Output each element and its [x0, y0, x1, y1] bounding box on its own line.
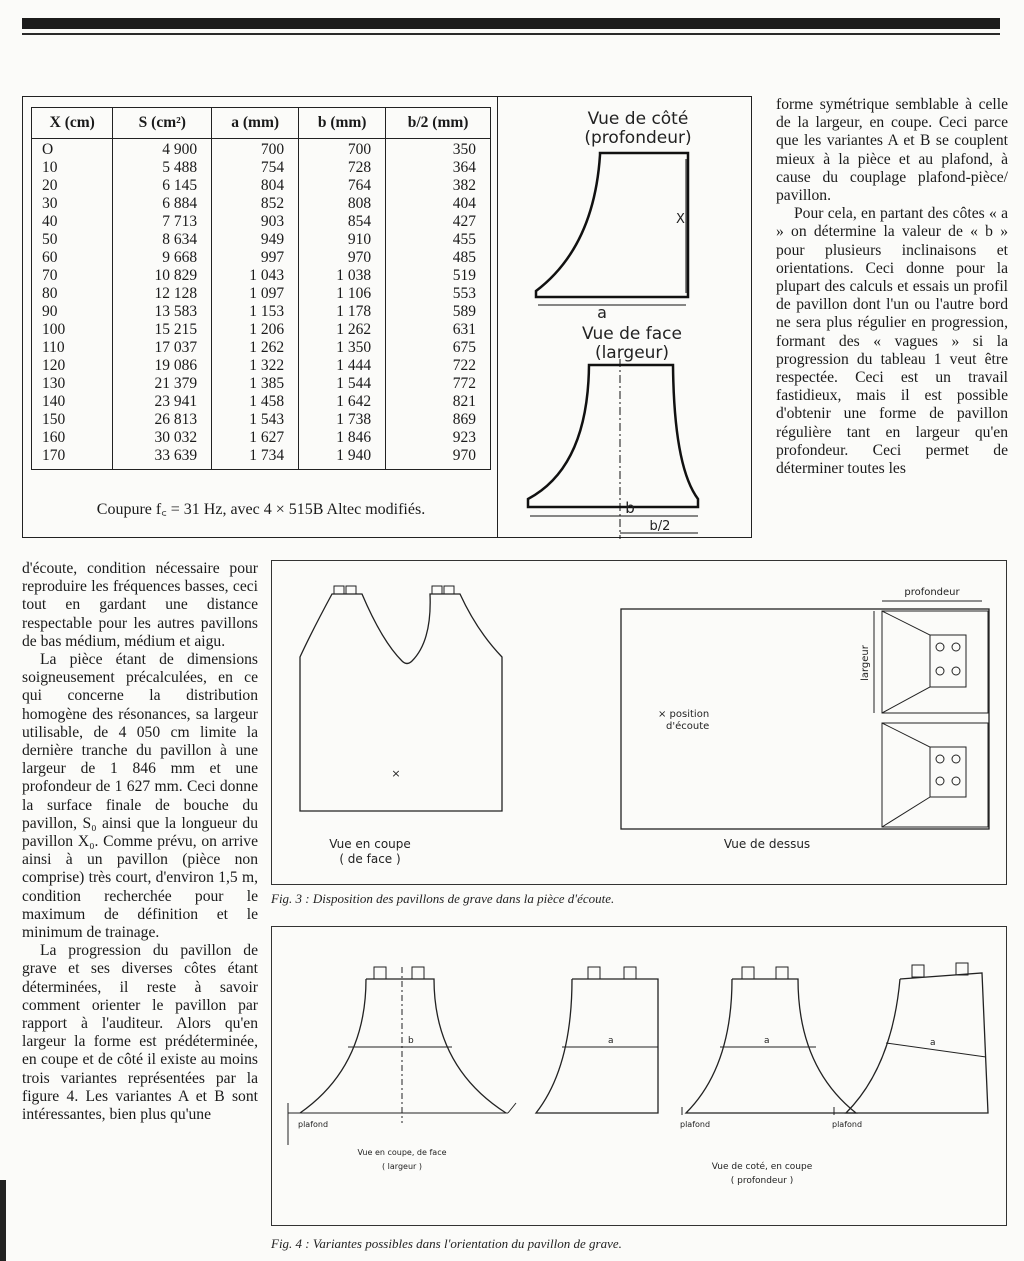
figure-4-drawing	[272, 927, 1008, 1227]
table-cell: 485	[386, 249, 491, 267]
table-row	[32, 213, 491, 231]
table-row	[32, 249, 491, 267]
table-cell: 120	[32, 357, 113, 375]
b-label: b	[408, 1036, 414, 1046]
driver-icon	[936, 755, 944, 763]
table-cell: 772	[386, 375, 491, 393]
table-row	[32, 429, 491, 447]
table-cell: 13 583	[113, 303, 212, 321]
table-cell: 170	[32, 447, 113, 470]
table-cell: 50	[32, 231, 113, 249]
driver-icon	[952, 667, 960, 675]
table-cell: 10	[32, 159, 113, 177]
table-column-header: X (cm)	[32, 108, 113, 139]
section-view-sublabel: ( de face )	[339, 852, 401, 866]
table-header-row	[32, 108, 491, 139]
b-dimension-label: b	[625, 499, 635, 517]
table-row	[32, 267, 491, 285]
table-cell: 60	[32, 249, 113, 267]
table-cell: 1 846	[299, 429, 386, 447]
table-cell: 519	[386, 267, 491, 285]
table-cell: 903	[212, 213, 299, 231]
front-view-title: Vue de face	[582, 324, 682, 344]
driver-icon	[952, 777, 960, 785]
page-edge-shadow	[0, 1180, 6, 1261]
table-caption: Coupure f꜀ = 31 Hz, avec 4 × 515B Altec modifiés.	[96, 501, 426, 518]
table-cell: 30	[32, 195, 113, 213]
table-cell: 808	[299, 195, 386, 213]
table-cell: 427	[386, 213, 491, 231]
table-cell: 80	[32, 285, 113, 303]
table-row	[32, 447, 491, 470]
side-view-horn-outline	[536, 153, 688, 297]
table-cell: 4 900	[113, 139, 212, 160]
driver-icon	[956, 963, 968, 975]
table-cell: 5 488	[113, 159, 212, 177]
table-cell: 1 178	[299, 303, 386, 321]
table-cell: 33 639	[113, 447, 212, 470]
width-label: largeur	[860, 645, 871, 681]
table-row	[32, 357, 491, 375]
table-cell: 1 206	[212, 321, 299, 339]
table-cell: 15 215	[113, 321, 212, 339]
section-view-label: Vue en coupe	[329, 837, 411, 851]
table-cell: 754	[212, 159, 299, 177]
table-cell: 8 634	[113, 231, 212, 249]
table-cell: 17 037	[113, 339, 212, 357]
listening-position-mark: ×	[391, 767, 401, 780]
variant-c-horn	[846, 973, 988, 1113]
variant-a-horn	[536, 979, 658, 1113]
table-cell: 350	[386, 139, 491, 160]
b-half-dimension-label: b/2	[649, 519, 671, 534]
a-dimension-label: a	[597, 303, 607, 322]
table-cell: 854	[299, 213, 386, 231]
driver-icon	[346, 586, 356, 594]
driver-icon	[588, 967, 600, 979]
paragraph: forme symétrique semblable à celle de la largeur, en coupe. Ceci parce que les variantes A et B se couplent mieux à la pièce et au plafond, à cause du couplage plafond-pièce/ pavillon.	[776, 96, 1008, 205]
horn-top-flare	[882, 611, 930, 713]
table-cell: 1 262	[299, 321, 386, 339]
table-cell: 589	[386, 303, 491, 321]
table-row	[32, 375, 491, 393]
driver-icon	[912, 965, 924, 977]
driver-icon	[936, 643, 944, 651]
driver-icon	[432, 586, 442, 594]
table-cell: O	[32, 139, 113, 160]
depth-label: profondeur	[904, 587, 960, 598]
stroke-mark	[508, 1103, 516, 1113]
table-cell: 160	[32, 429, 113, 447]
table-cell: 20	[32, 177, 113, 195]
header-rule-thick	[22, 18, 1000, 29]
paragraph: d'écoute, condition nécessaire pour reproduire les fréquences basses, ceci tout en gardant une distance respectable pour les autres pavillons de bas médium, médium et aigu.	[22, 560, 258, 650]
variant-b-horn	[686, 979, 856, 1113]
horn-profile-drawing	[498, 97, 752, 539]
driver-icon	[742, 967, 754, 979]
ceiling-label: plafond	[298, 1120, 329, 1129]
front-section-label: Vue en coupe, de face	[357, 1148, 447, 1157]
driver-icon	[624, 967, 636, 979]
table-box	[22, 96, 498, 538]
table-row	[32, 177, 491, 195]
table-cell: 10 829	[113, 267, 212, 285]
table-column-header: b (mm)	[299, 108, 386, 139]
table-cell: 70	[32, 267, 113, 285]
table-row	[32, 159, 491, 177]
front-view-subtitle: (largeur)	[594, 343, 670, 363]
table-cell: 140	[32, 393, 113, 411]
table-cell: 764	[299, 177, 386, 195]
driver-icon	[952, 755, 960, 763]
table-cell: 1 322	[212, 357, 299, 375]
horn-profile-figure	[498, 96, 752, 538]
table-row	[32, 411, 491, 429]
table-cell: 923	[386, 429, 491, 447]
driver-icon	[412, 967, 424, 979]
table-column-header: b/2 (mm)	[386, 108, 491, 139]
table-cell: 90	[32, 303, 113, 321]
driver-icon	[444, 586, 454, 594]
table-cell: 21 379	[113, 375, 212, 393]
header-rule-thin	[22, 33, 1000, 35]
table-cell: 1 043	[212, 267, 299, 285]
table-cell: 23 941	[113, 393, 212, 411]
table-cell: 382	[386, 177, 491, 195]
table-row	[32, 393, 491, 411]
side-view-subtitle: (profondeur)	[584, 128, 692, 148]
figure-4	[271, 926, 1007, 1226]
front-view-horn-outline	[528, 365, 698, 507]
side-view-title: Vue de côté	[587, 109, 689, 129]
table-row	[32, 231, 491, 249]
table-cell: 1 544	[299, 375, 386, 393]
horn-top-outline	[882, 723, 988, 827]
table-cell: 9 668	[113, 249, 212, 267]
table-cell: 1 458	[212, 393, 299, 411]
front-horn-outline	[300, 979, 506, 1113]
table-cell: 1 385	[212, 375, 299, 393]
table-cell: 910	[299, 231, 386, 249]
paragraph: Pour cela, en partant des côtes « a » on détermine la valeur de « b » pour plusieurs inclinaisons et orientations. Ceci donne pour la plupart des calculs et essais un profil de pavillon dont l'un ou l'autre bord ne sera plus régulier en progression, formant des « vagues » si la progression du tableau 1 veut être respectée. Ceci est un travail fastidieux, mais il est possible d'obtenir une forme de pavillon régulière tant en largeur qu'en profondeur. Ceci permet de déterminer toutes les	[776, 205, 1008, 478]
table-cell: 30 032	[113, 429, 212, 447]
table-column-header: a (mm)	[212, 108, 299, 139]
side-section-label: Vue de coté, en coupe	[711, 1162, 813, 1172]
table-row	[32, 139, 491, 160]
table-cell: 970	[386, 447, 491, 470]
a-label: a	[608, 1036, 614, 1046]
table-cell: 722	[386, 357, 491, 375]
listening-position-label: × position	[658, 709, 710, 720]
table-row	[32, 303, 491, 321]
table-cell: 1 940	[299, 447, 386, 470]
paragraph: La pièce étant de dimensions soigneusement précalculées, en ce qui concerne la distribution homogène des résonances, sa largeur utilisable, de 4 050 cm limite la dernière tranche du pavillon à une largeur de 1 846 mm et une profondeur de 1 627 mm. Ceci donne la surface finale de bouche du pavillon, S₀ ainsi que la longueur du pavillon X₀. Comme prévu, on arrive ainsi à un pavillon (pièce non comprise) très court, d'environ 1,5 m, condition recherchée pour le maximum de définition et le minimum de trainage.	[22, 651, 258, 942]
horn-dimensions-table	[31, 107, 491, 470]
table-cell: 700	[212, 139, 299, 160]
table-cell: 404	[386, 195, 491, 213]
table-cell: 1 038	[299, 267, 386, 285]
a-label: a	[764, 1036, 770, 1046]
table-cell: 1 642	[299, 393, 386, 411]
horn-top-flare	[882, 723, 930, 827]
figure-4-caption: Fig. 4 : Variantes possibles dans l'orientation du pavillon de grave.	[271, 1236, 622, 1251]
figure-3-drawing	[272, 561, 1008, 886]
table-cell: 675	[386, 339, 491, 357]
table-cell: 1 543	[212, 411, 299, 429]
table-cell: 6 145	[113, 177, 212, 195]
table-cell: 110	[32, 339, 113, 357]
table-cell: 1 738	[299, 411, 386, 429]
table-cell: 869	[386, 411, 491, 429]
driver-panel	[930, 747, 966, 797]
table-cell: 1 106	[299, 285, 386, 303]
table-cell: 997	[212, 249, 299, 267]
table-cell: 821	[386, 393, 491, 411]
table-cell: 728	[299, 159, 386, 177]
table-row	[32, 321, 491, 339]
table-cell: 631	[386, 321, 491, 339]
table-cell: 700	[299, 139, 386, 160]
table-cell: 364	[386, 159, 491, 177]
driver-icon	[776, 967, 788, 979]
ceiling-label: plafond	[680, 1120, 711, 1129]
table-cell: 1 734	[212, 447, 299, 470]
table-cell: 130	[32, 375, 113, 393]
listening-position-sublabel: d'écoute	[666, 721, 710, 732]
driver-icon	[936, 777, 944, 785]
table-cell: 1 444	[299, 357, 386, 375]
figure-3-caption: Fig. 3 : Disposition des pavillons de grave dans la pièce d'écoute.	[271, 891, 615, 906]
table-cell: 40	[32, 213, 113, 231]
paragraph: La progression du pavillon de grave et ses diverses côtes étant déterminées, il reste à savoir comment orienter le pavillon par rapport à l'auditeur. Alors qu'en largeur la forme est prédéterminée, en coupe et de côté il existe au moins trois variantes représentées par la figure 4. Les variantes A et B sont intéressantes, bien plus qu'une	[22, 942, 258, 1124]
table-cell: 553	[386, 285, 491, 303]
a-label: a	[930, 1038, 936, 1048]
side-section-sublabel: ( profondeur )	[730, 1176, 794, 1186]
table-cell: 455	[386, 231, 491, 249]
table-cell: 949	[212, 231, 299, 249]
driver-icon	[374, 967, 386, 979]
horn-top-outline	[882, 611, 988, 713]
table-cell: 100	[32, 321, 113, 339]
table-cell: 1 097	[212, 285, 299, 303]
table-body	[32, 139, 491, 470]
top-view-label: Vue de dessus	[723, 837, 811, 851]
table-cell: 19 086	[113, 357, 212, 375]
table-cell: 26 813	[113, 411, 212, 429]
table-cell: 1 262	[212, 339, 299, 357]
table-cell: 1 153	[212, 303, 299, 321]
ceiling-label: plafond	[832, 1120, 863, 1129]
driver-icon	[334, 586, 344, 594]
table-row	[32, 195, 491, 213]
front-section-sublabel: ( largeur )	[382, 1162, 422, 1171]
table-cell: 852	[212, 195, 299, 213]
right-text-column	[776, 96, 1008, 478]
figure-3	[271, 560, 1007, 885]
table-column-header: S (cm²)	[113, 108, 212, 139]
left-text-column	[22, 560, 258, 1124]
table-cell: 804	[212, 177, 299, 195]
table-cell: 12 128	[113, 285, 212, 303]
table-cell: 1 350	[299, 339, 386, 357]
driver-icon	[952, 643, 960, 651]
driver-panel	[930, 635, 966, 687]
table-cell: 7 713	[113, 213, 212, 231]
table-cell: 1 627	[212, 429, 299, 447]
room-section-outline	[300, 594, 502, 811]
x-dimension-label: X	[676, 212, 685, 227]
table-row	[32, 339, 491, 357]
table-cell: 970	[299, 249, 386, 267]
table-cell: 6 884	[113, 195, 212, 213]
a-dimension-line	[886, 1043, 986, 1057]
driver-icon	[936, 667, 944, 675]
table-cell: 150	[32, 411, 113, 429]
table-row	[32, 285, 491, 303]
